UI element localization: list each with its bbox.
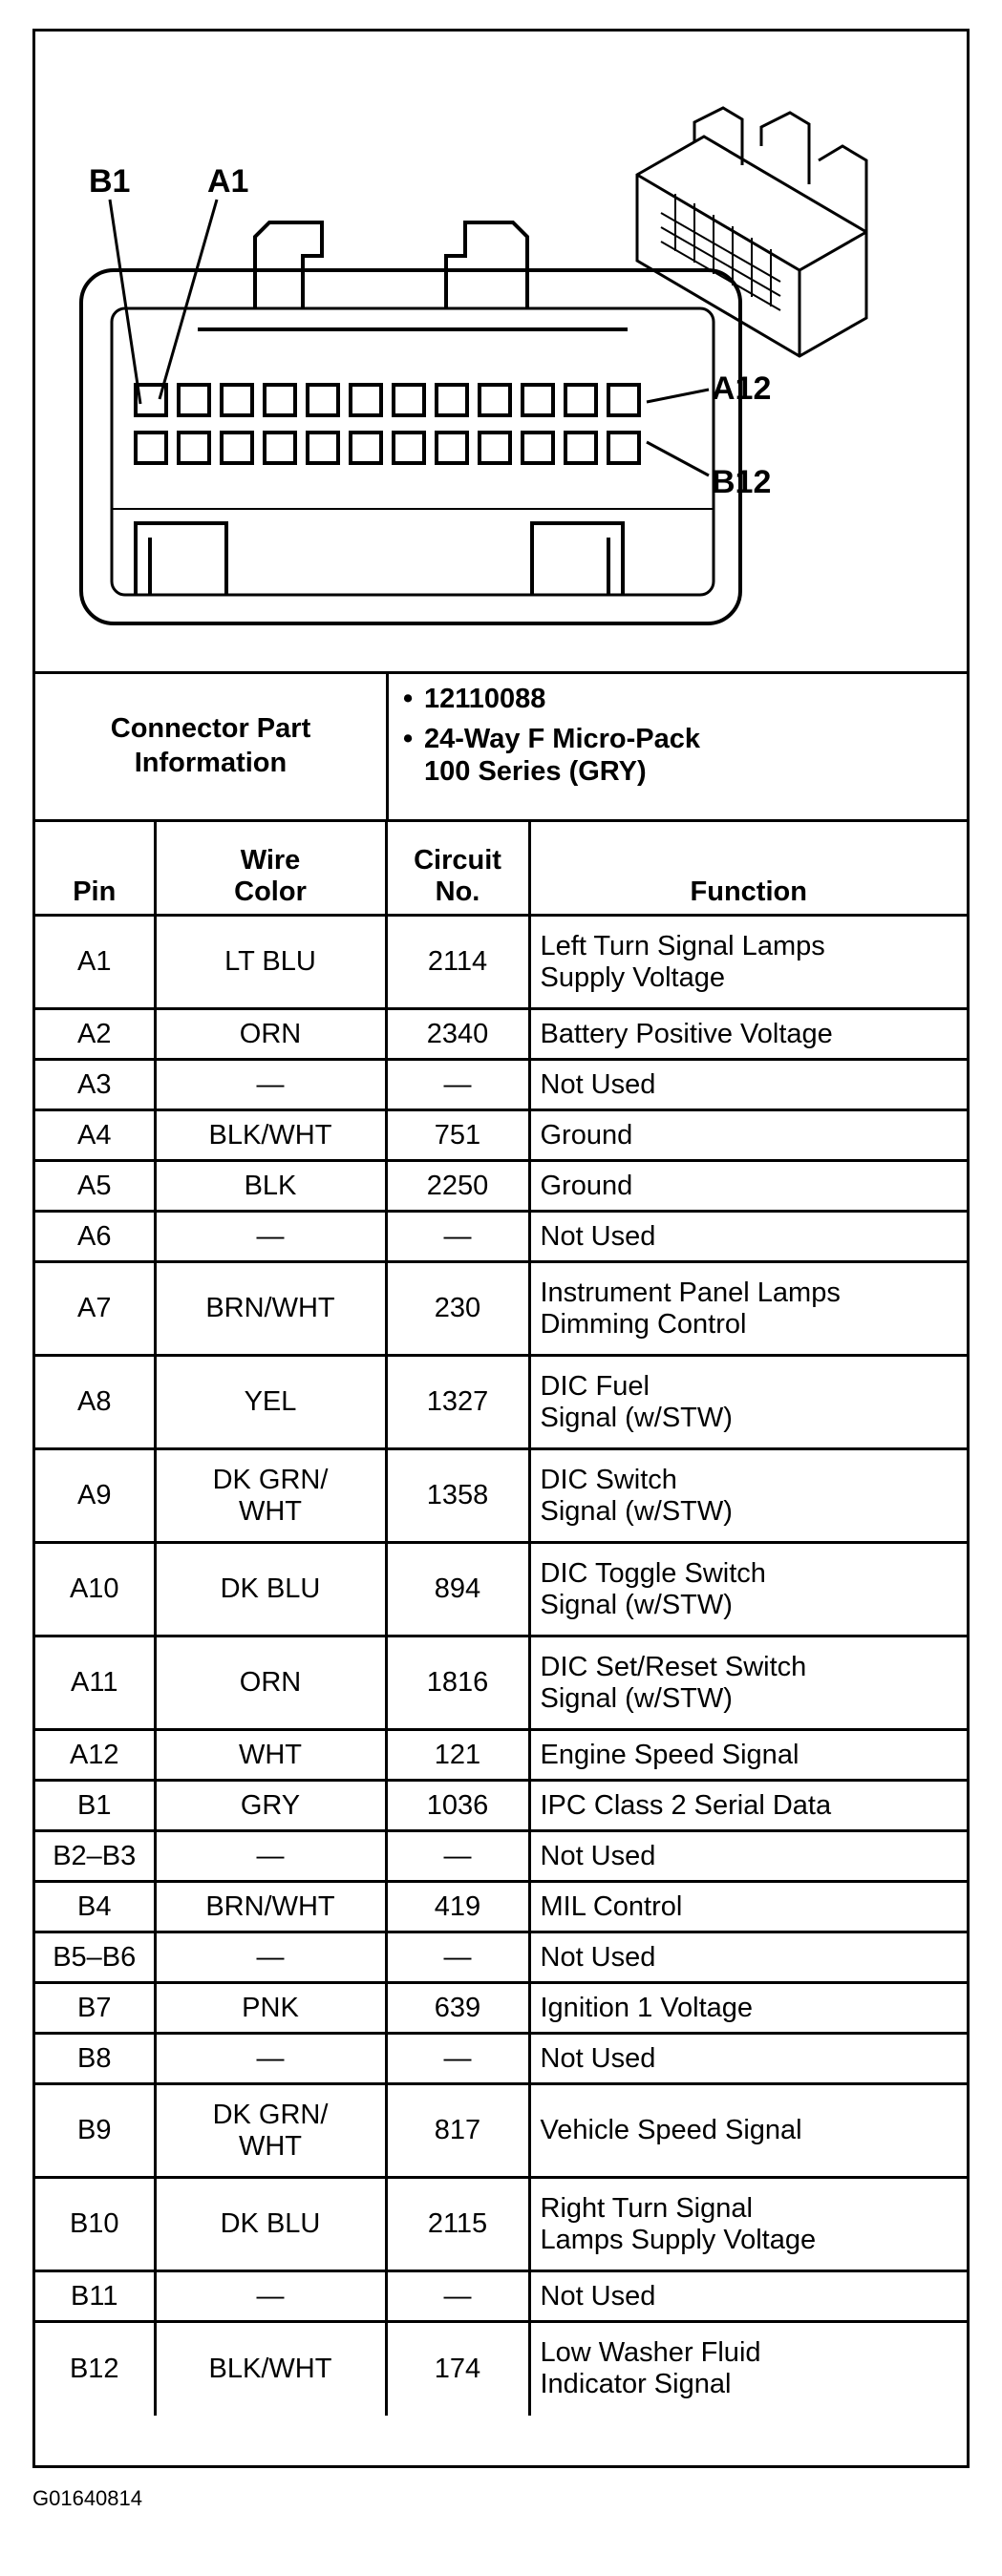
circuit-cell: 2250	[386, 1161, 529, 1212]
circuit-cell: —	[386, 1060, 529, 1110]
pinout-row	[35, 1831, 967, 1882]
wire-color-cell: BLK	[155, 1161, 386, 1212]
wire-color-cell: DK GRN/ WHT	[155, 1449, 386, 1543]
circuit-cell: 2340	[386, 1009, 529, 1060]
part-number: 12110088	[424, 684, 546, 714]
circuit-cell: —	[386, 2271, 529, 2322]
label-a12: A12	[712, 370, 772, 407]
pin-cell: A3	[35, 1060, 155, 1110]
pinout-header-row	[35, 821, 967, 916]
pin-cavity	[394, 385, 424, 415]
circuit-cell: 230	[386, 1262, 529, 1356]
function-cell: Instrument Panel Lamps Dimming Control	[529, 1262, 967, 1356]
circuit-cell: 174	[386, 2322, 529, 2416]
pinout-row	[35, 1781, 967, 1831]
pinout-row	[35, 1983, 967, 2034]
connector-face-drawing	[35, 32, 967, 671]
pin-cell: B1	[35, 1781, 155, 1831]
pin-cell: A1	[35, 916, 155, 1009]
pinout-row	[35, 2322, 967, 2416]
label-b1: B1	[89, 163, 131, 200]
pinout-row	[35, 1060, 967, 1110]
part-number-item	[403, 683, 957, 715]
wire-color-cell: BLK/WHT	[155, 1110, 386, 1161]
pin-cavity	[308, 433, 338, 463]
function-cell: Low Washer Fluid Indicator Signal	[529, 2322, 967, 2416]
circuit-cell: 1327	[386, 1356, 529, 1449]
connector-part-details	[403, 683, 957, 795]
pinout-row	[35, 2084, 967, 2178]
pin-cavity	[265, 385, 295, 415]
circuit-cell: 2115	[386, 2178, 529, 2271]
function-cell: DIC Toggle Switch Signal (w/STW)	[529, 1543, 967, 1636]
pin-cell: A11	[35, 1636, 155, 1730]
wire-color-cell: DK BLU	[155, 1543, 386, 1636]
pin-cavity	[608, 385, 639, 415]
connector-part-heading-text: Connector Part Information	[110, 712, 311, 778]
circuit-cell: 1358	[386, 1449, 529, 1543]
pin-cell: B7	[35, 1983, 155, 2034]
pinout-row	[35, 1636, 967, 1730]
col-header-function: Function	[529, 821, 967, 916]
function-cell: Not Used	[529, 1060, 967, 1110]
pin-cell: A4	[35, 1110, 155, 1161]
function-cell: Right Turn Signal Lamps Supply Voltage	[529, 2178, 967, 2271]
wire-color-cell: DK BLU	[155, 2178, 386, 2271]
pin-cavity	[522, 385, 553, 415]
function-cell: Not Used	[529, 1831, 967, 1882]
function-cell: Ground	[529, 1110, 967, 1161]
connector-diagram	[35, 32, 967, 674]
function-cell: Vehicle Speed Signal	[529, 2084, 967, 2178]
pin-cavity	[265, 433, 295, 463]
label-b12: B12	[712, 464, 772, 500]
pin-cavity	[222, 385, 252, 415]
function-cell: IPC Class 2 Serial Data	[529, 1781, 967, 1831]
pinout-row	[35, 1356, 967, 1449]
function-cell: DIC Fuel Signal (w/STW)	[529, 1356, 967, 1449]
wire-color-cell: —	[155, 1212, 386, 1262]
circuit-cell: 2114	[386, 916, 529, 1009]
pinout-row	[35, 1932, 967, 1983]
pin-cavity	[565, 433, 596, 463]
wire-color-cell: ORN	[155, 1009, 386, 1060]
pinout-row	[35, 1543, 967, 1636]
pin-cell: A10	[35, 1543, 155, 1636]
pin-cavity	[351, 385, 381, 415]
pin-cavity	[308, 385, 338, 415]
pin-cell: A12	[35, 1730, 155, 1781]
wire-color-cell: —	[155, 1060, 386, 1110]
connector-part-information	[35, 671, 967, 822]
function-cell: DIC Switch Signal (w/STW)	[529, 1449, 967, 1543]
wire-color-cell: —	[155, 1831, 386, 1882]
pin-cell: B2–B3	[35, 1831, 155, 1882]
connector-part-heading	[35, 671, 389, 819]
pinout-row	[35, 1110, 967, 1161]
pin-cavity	[608, 433, 639, 463]
col-header-circuit-no: Circuit No.	[386, 821, 529, 916]
wire-color-cell: —	[155, 1932, 386, 1983]
bullet-icon: •	[403, 684, 414, 714]
circuit-cell: 419	[386, 1882, 529, 1932]
function-cell: Engine Speed Signal	[529, 1730, 967, 1781]
circuit-cell: 751	[386, 1110, 529, 1161]
pin-cavity	[394, 433, 424, 463]
function-cell: MIL Control	[529, 1882, 967, 1932]
pin-cell: B11	[35, 2271, 155, 2322]
pinout-row	[35, 2178, 967, 2271]
wire-color-cell: YEL	[155, 1356, 386, 1449]
pin-cell: A7	[35, 1262, 155, 1356]
circuit-cell: 817	[386, 2084, 529, 2178]
pinout-row	[35, 1212, 967, 1262]
wire-color-cell: —	[155, 2034, 386, 2084]
wire-color-cell: WHT	[155, 1730, 386, 1781]
pin-cavity	[179, 385, 209, 415]
function-cell: Left Turn Signal Lamps Supply Voltage	[529, 916, 967, 1009]
wire-color-cell: GRY	[155, 1781, 386, 1831]
pin-cell: B5–B6	[35, 1932, 155, 1983]
circuit-cell: —	[386, 2034, 529, 2084]
function-cell: Not Used	[529, 1212, 967, 1262]
pin-cell: A6	[35, 1212, 155, 1262]
pinout-row	[35, 2034, 967, 2084]
pin-cell: A9	[35, 1449, 155, 1543]
wire-color-cell: PNK	[155, 1983, 386, 2034]
function-cell: Not Used	[529, 2034, 967, 2084]
col-header-wire-color: Wire Color	[155, 821, 386, 916]
pinout-row	[35, 916, 967, 1009]
pin-cavity	[437, 433, 467, 463]
pin-cavity	[351, 433, 381, 463]
circuit-cell: 121	[386, 1730, 529, 1781]
function-cell: Ignition 1 Voltage	[529, 1983, 967, 2034]
wire-color-cell: —	[155, 2271, 386, 2322]
wire-color-cell: BRN/WHT	[155, 1882, 386, 1932]
function-cell: DIC Set/Reset Switch Signal (w/STW)	[529, 1636, 967, 1730]
pin-cavity	[179, 433, 209, 463]
circuit-cell: —	[386, 1831, 529, 1882]
pin-cell: A8	[35, 1356, 155, 1449]
pin-cell: B12	[35, 2322, 155, 2416]
pinout-table	[35, 819, 967, 2416]
pin-cell: B4	[35, 1882, 155, 1932]
wire-color-cell: ORN	[155, 1636, 386, 1730]
pin-cell: A2	[35, 1009, 155, 1060]
pin-cell: A5	[35, 1161, 155, 1212]
pinout-row	[35, 1262, 967, 1356]
pin-cavity	[222, 433, 252, 463]
pin-cavity	[136, 433, 166, 463]
pinout-row	[35, 1882, 967, 1932]
pinout-row	[35, 1730, 967, 1781]
pinout-row	[35, 1161, 967, 1212]
function-cell: Not Used	[529, 2271, 967, 2322]
figure-id: G01640814	[32, 2486, 142, 2510]
pin-cavity	[480, 385, 510, 415]
pin-cavity	[522, 433, 553, 463]
pin-cell: B10	[35, 2178, 155, 2271]
pin-cavity	[565, 385, 596, 415]
pin-cavity	[437, 385, 467, 415]
pin-cavity	[480, 433, 510, 463]
connector-sheet	[32, 29, 970, 2468]
function-cell: Ground	[529, 1161, 967, 1212]
wire-color-cell: BLK/WHT	[155, 2322, 386, 2416]
circuit-cell: 894	[386, 1543, 529, 1636]
circuit-cell: 639	[386, 1983, 529, 2034]
circuit-cell: —	[386, 1212, 529, 1262]
circuit-cell: 1036	[386, 1781, 529, 1831]
connector-type: 24-Way F Micro-Pack 100 Series (GRY)	[424, 724, 701, 787]
pin-cell: B8	[35, 2034, 155, 2084]
function-cell: Battery Positive Voltage	[529, 1009, 967, 1060]
circuit-cell: —	[386, 1932, 529, 1983]
pin-cell: B9	[35, 2084, 155, 2178]
circuit-cell: 1816	[386, 1636, 529, 1730]
pinout-row	[35, 2271, 967, 2322]
label-a1: A1	[207, 163, 249, 200]
pinout-row	[35, 1449, 967, 1543]
pinout-row	[35, 1009, 967, 1060]
wire-color-cell: BRN/WHT	[155, 1262, 386, 1356]
bullet-icon: •	[403, 724, 414, 754]
function-cell: Not Used	[529, 1932, 967, 1983]
wire-color-cell: DK GRN/ WHT	[155, 2084, 386, 2178]
col-header-pin: Pin	[35, 821, 155, 916]
wire-color-cell: LT BLU	[155, 916, 386, 1009]
connector-type-item	[403, 723, 957, 788]
